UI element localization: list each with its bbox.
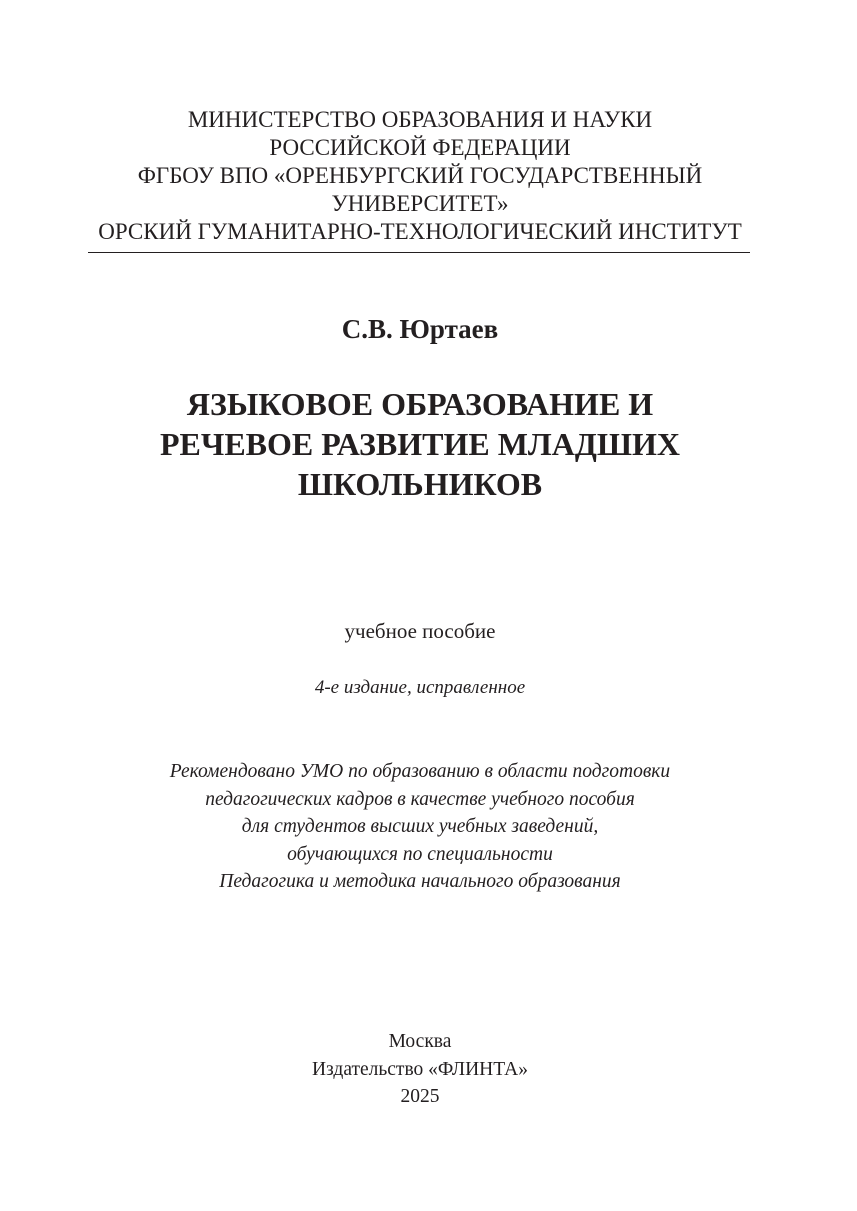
organization-line: РОССИЙСКОЙ ФЕДЕРАЦИИ (269, 135, 571, 160)
imprint-city: Москва (388, 1031, 452, 1052)
recommendation-line: Педагогика и методика начального образования (219, 871, 621, 892)
organization-line: МИНИСТЕРСТВО ОБРАЗОВАНИЯ И НАУКИ (187, 107, 653, 132)
book-type: учебное пособие (344, 619, 496, 643)
recommendation-text (0, 758, 840, 896)
recommendation-line: обучающихся по специальности (287, 843, 553, 865)
author-name: С.В. Юртаев (341, 314, 499, 344)
header-divider (88, 252, 750, 253)
organization-line: ФГБОУ ВПО «ОРЕНБУРГСКИЙ ГОСУДАРСТВЕННЫЙ (137, 163, 703, 188)
book-title-line: ШКОЛЬНИКОВ (297, 466, 543, 502)
organization-line: УНИВЕРСИТЕТ» (331, 191, 509, 216)
imprint (0, 1028, 840, 1111)
book-title-line: ЯЗЫКОВОЕ ОБРАЗОВАНИЕ И (186, 386, 654, 422)
recommendation-line: педагогических кадров в качестве учебного пособия (205, 788, 635, 810)
recommendation-line: Рекомендовано УМО по образованию в области подготовки (169, 761, 671, 782)
edition-note: 4-е издание, исправленное (314, 677, 526, 698)
book-title (0, 384, 840, 504)
imprint-publisher: Издательство «ФЛИНТА» (311, 1058, 529, 1080)
book-title-line: РЕЧЕВОЕ РАЗВИТИЕ МЛАДШИХ (159, 426, 681, 462)
organization-line: ОРСКИЙ ГУМАНИТАРНО-ТЕХНОЛОГИЧЕСКИЙ ИНСТИТУТ (98, 219, 742, 244)
organization-header (0, 106, 840, 246)
recommendation-line: для студентов высших учебных заведений, (241, 816, 599, 837)
imprint-year: 2025 (400, 1086, 440, 1107)
